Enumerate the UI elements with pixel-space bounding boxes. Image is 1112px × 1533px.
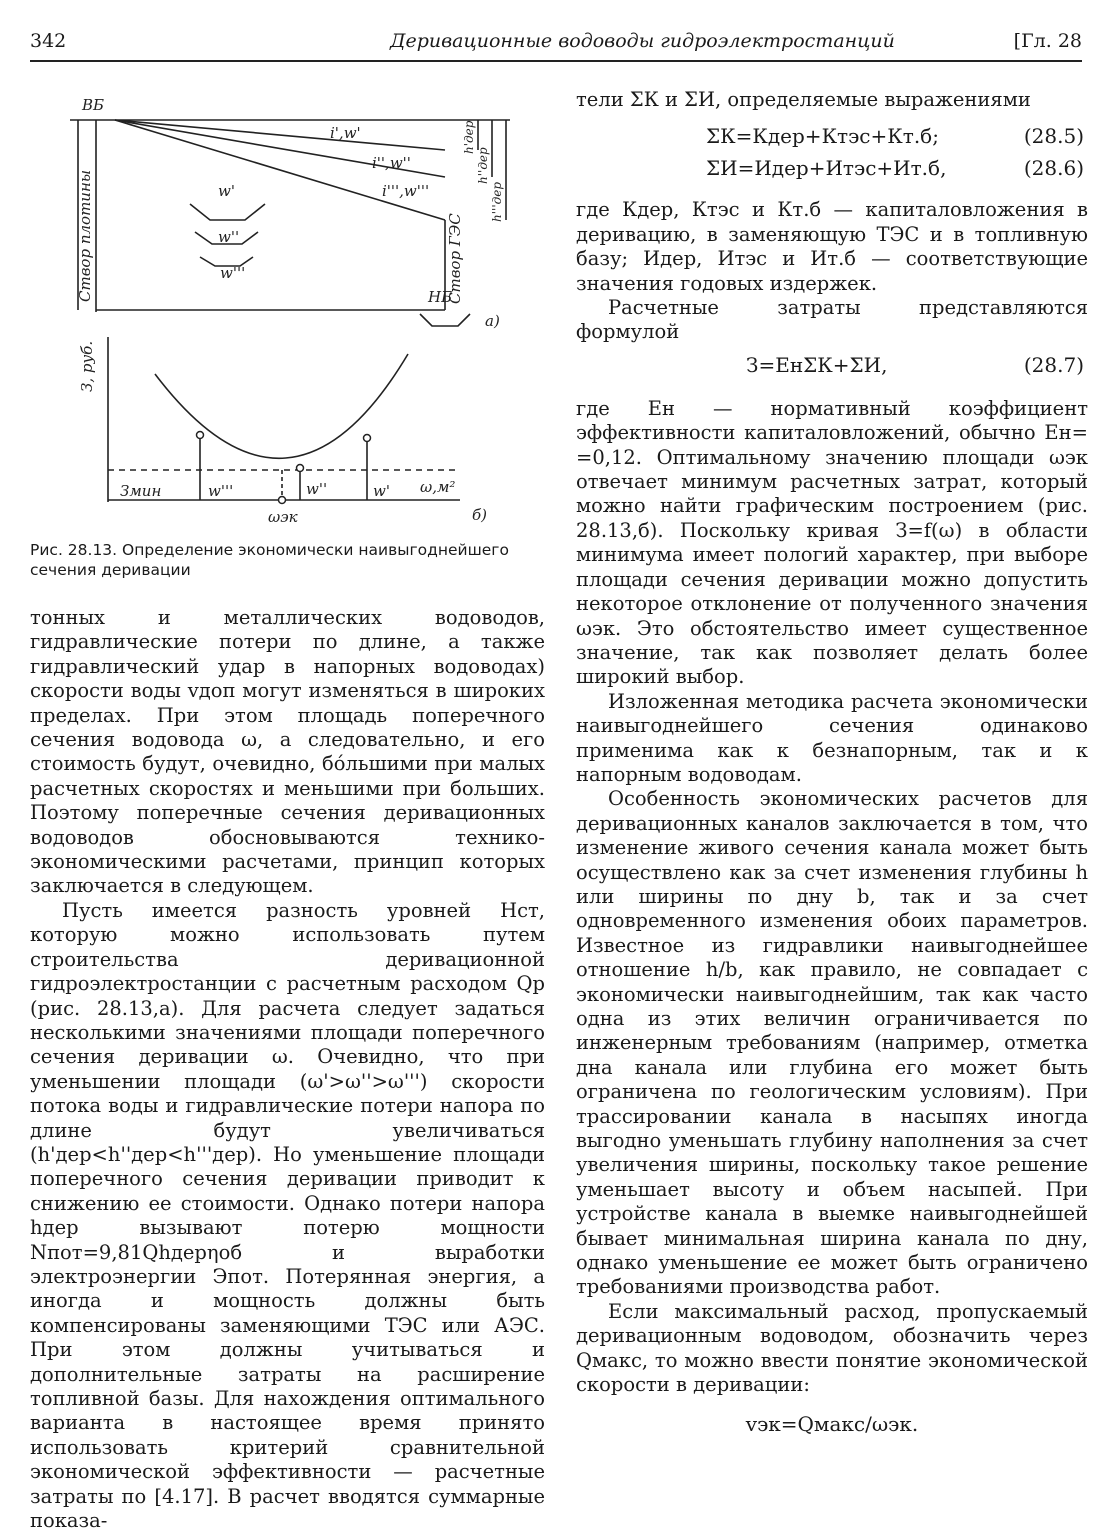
label-line3: i''',w''' <box>382 182 430 200</box>
nb-channel <box>420 314 470 326</box>
label-vb: ВБ <box>82 96 105 114</box>
equation-28-7 <box>576 353 1088 385</box>
label-t1: w''' <box>208 482 234 500</box>
label-ges: Створ ГЭС <box>446 213 464 304</box>
label-zmin: Змин <box>120 482 162 500</box>
equation-28-6-number: (28.6) <box>1023 156 1084 181</box>
label-h3: h'''дер <box>490 181 504 222</box>
label-sec3: w''' <box>220 264 246 282</box>
left-paragraph-2: Пусть имеется разность уровней Нст, которую можно использовать путем строительства деривационной гидроэлектростанции с расчетным расходом Qр (рис. 28.13,а). Для расчета следует задаться несколькими значениями площади поперечного сечения деривации ω. Очевидно, что при уменьшении площади (ω'>ω''>ω''') скорости потока воды и гидравлические потери напора по длине будут увеличиваться (h'дер<h''дер<h'''дер). Но уменьшение площади поперечного сечения деривации приводит к снижению ее стоимости. Однако потери напора hдер вызывают потерю мощности Nпот=9,81Qhдерηоб и выработки электроэнергии Эпот. Потерянная энергия, а иногда и мощность должны быть компенсированы заменяющими ТЭС или АЭС. При этом должны учитываться и дополнительные затраты на расширение топливной базы. Для нахождения оптимального варианта в настоящее время принято использовать критерий сравнительной экономической эффективности — расчетные затраты по [4.17]. В расчет вводятся суммарные показа- <box>30 898 545 1533</box>
label-h1: h'дер <box>462 120 476 154</box>
left-column <box>30 606 545 1533</box>
label-line1: i',w' <box>330 124 361 142</box>
label-t3: w' <box>373 482 390 500</box>
right-paragraph-1: где Кдер, Ктэс и Кт.б — капиталовложения в деривацию, в заменяющую ТЭС и в топливную базу; Идер, Итэс и Ит.б — соответствующие значения годовых издержек. <box>576 198 1088 295</box>
right-column <box>576 88 1088 1444</box>
chapter-label: [Гл. 28 <box>1013 30 1082 52</box>
cost-curve <box>155 354 408 458</box>
right-paragraph-2: Расчетные затраты представляются формулой <box>576 296 1088 344</box>
label-panel-b: б) <box>472 506 488 524</box>
figure-caption: Рис. 28.13. Определение экономически наивыгоднейшего сечения деривации <box>30 541 509 579</box>
left-paragraph-1: тонных и металлических водоводов, гидравлические потери по длине, а также гидравлический удар в напорных водоводах) скорости воды vдоп могут изменяться в широких пределах. При этом площадь поперечного сечения водовода ω, а следовательно, и его стоимость будут, очевидно, бо́льшими при малых расчетных скоростях и меньшими при больших. Поэтому поперечные сечения деривационных водоводов обосновываются технико-экономическими расчетами, принцип которых заключается в следующем. <box>30 606 545 898</box>
label-panel-a: а) <box>485 312 500 330</box>
label-h2: h''дер <box>476 147 490 184</box>
equation-28-7-number: (28.7) <box>1023 352 1084 377</box>
label-line2: i'',w'' <box>372 154 411 172</box>
label-sec2: w'' <box>218 228 240 246</box>
label-wek: ωэк <box>268 508 298 526</box>
label-yaxis: З, руб. <box>78 340 96 392</box>
right-paragraph-3: где Ен — нормативный коэффициент эффективности капиталовложений, обычно Ен= =0,12. Оптимальному значению площади ωэк отвечает минимум расчетных затрат, который можно найти графическим построением (рис. 28.13,б). Поскольку кривая З=f(ω) в области минимума имеет пологий характер, при выборе площади сечения деривации можно допустить некоторое отклонение от полученного значения ωэк. Это обстоятельство имеет существенное значение, так как позволяет делать более широкий выбор. <box>576 396 1088 689</box>
equation-28-6-body: ΣИ=Идер+Итэс+Ит.б, <box>706 156 947 181</box>
right-paragraph-0: тели ΣК и ΣИ, определяемые выражениями <box>576 88 1031 111</box>
label-t2: w'' <box>306 480 328 498</box>
right-paragraph-5: Особенность экономических расчетов для деривационных каналов заключается в том, что изменение живого сечения канала может быть осуществлено как за счет изменения глубины h или ширины по дну b, так и за счет одновременного изменения обоих параметров. Известное из гидравлики наивыгоднейшее отношение h/b, как правило, не совпадает с экономически наивыгоднейшим, так как часто одна из этих величин ограничивается по инженерным требованиям (например, отметка дна канала или глубина его может быть ограничена по геологическим условиям). При трассировании канала в насыпях иногда выгодно уменьшать глубину наполнения за счет увеличения ширины, поскольку такое решение уменьшает высоту и объем насыпей. При устройстве канала в выемке наивыгоднейшей бывает минимальная ширина канала по дну, однако уменьшение ее может быть ограничено требованиями производства работ. <box>576 787 1088 1299</box>
section-1 <box>190 204 265 220</box>
equation-vek <box>576 1412 1088 1444</box>
equation-28-5-body: ΣК=Кдер+Ктэс+Кт.б; <box>706 124 939 149</box>
label-sec1: w' <box>218 182 235 200</box>
equation-28-6 <box>576 156 1088 188</box>
equation-28-5-number: (28.5) <box>1023 124 1084 149</box>
page-header <box>30 26 1082 62</box>
right-paragraph-6: Если максимальный расход, пропускаемый деривационным водоводом, обозначить через Qмакс, то можно ввести понятие экономической скорости в деривации: <box>576 1299 1088 1397</box>
right-paragraph-4: Изложенная методика расчета экономически наивыгоднейшего сечения одинаково применима как к безнапорным, так и к напорным водоводам. <box>576 689 1088 786</box>
equation-vek-body: vэк=Qмакс/ωэк. <box>745 1411 919 1436</box>
running-title: Деривационные водоводы гидроэлектростанций <box>390 30 895 52</box>
equation-28-7-body: З=ЕнΣК+ΣИ, <box>746 352 888 377</box>
label-xaxis: ω,м² <box>420 478 456 496</box>
page-number: 342 <box>30 30 67 52</box>
label-nb: НБ <box>428 288 453 306</box>
equation-28-5 <box>576 124 1088 156</box>
figure-28-13 <box>60 92 530 532</box>
label-dam: Створ плотины <box>76 169 94 302</box>
